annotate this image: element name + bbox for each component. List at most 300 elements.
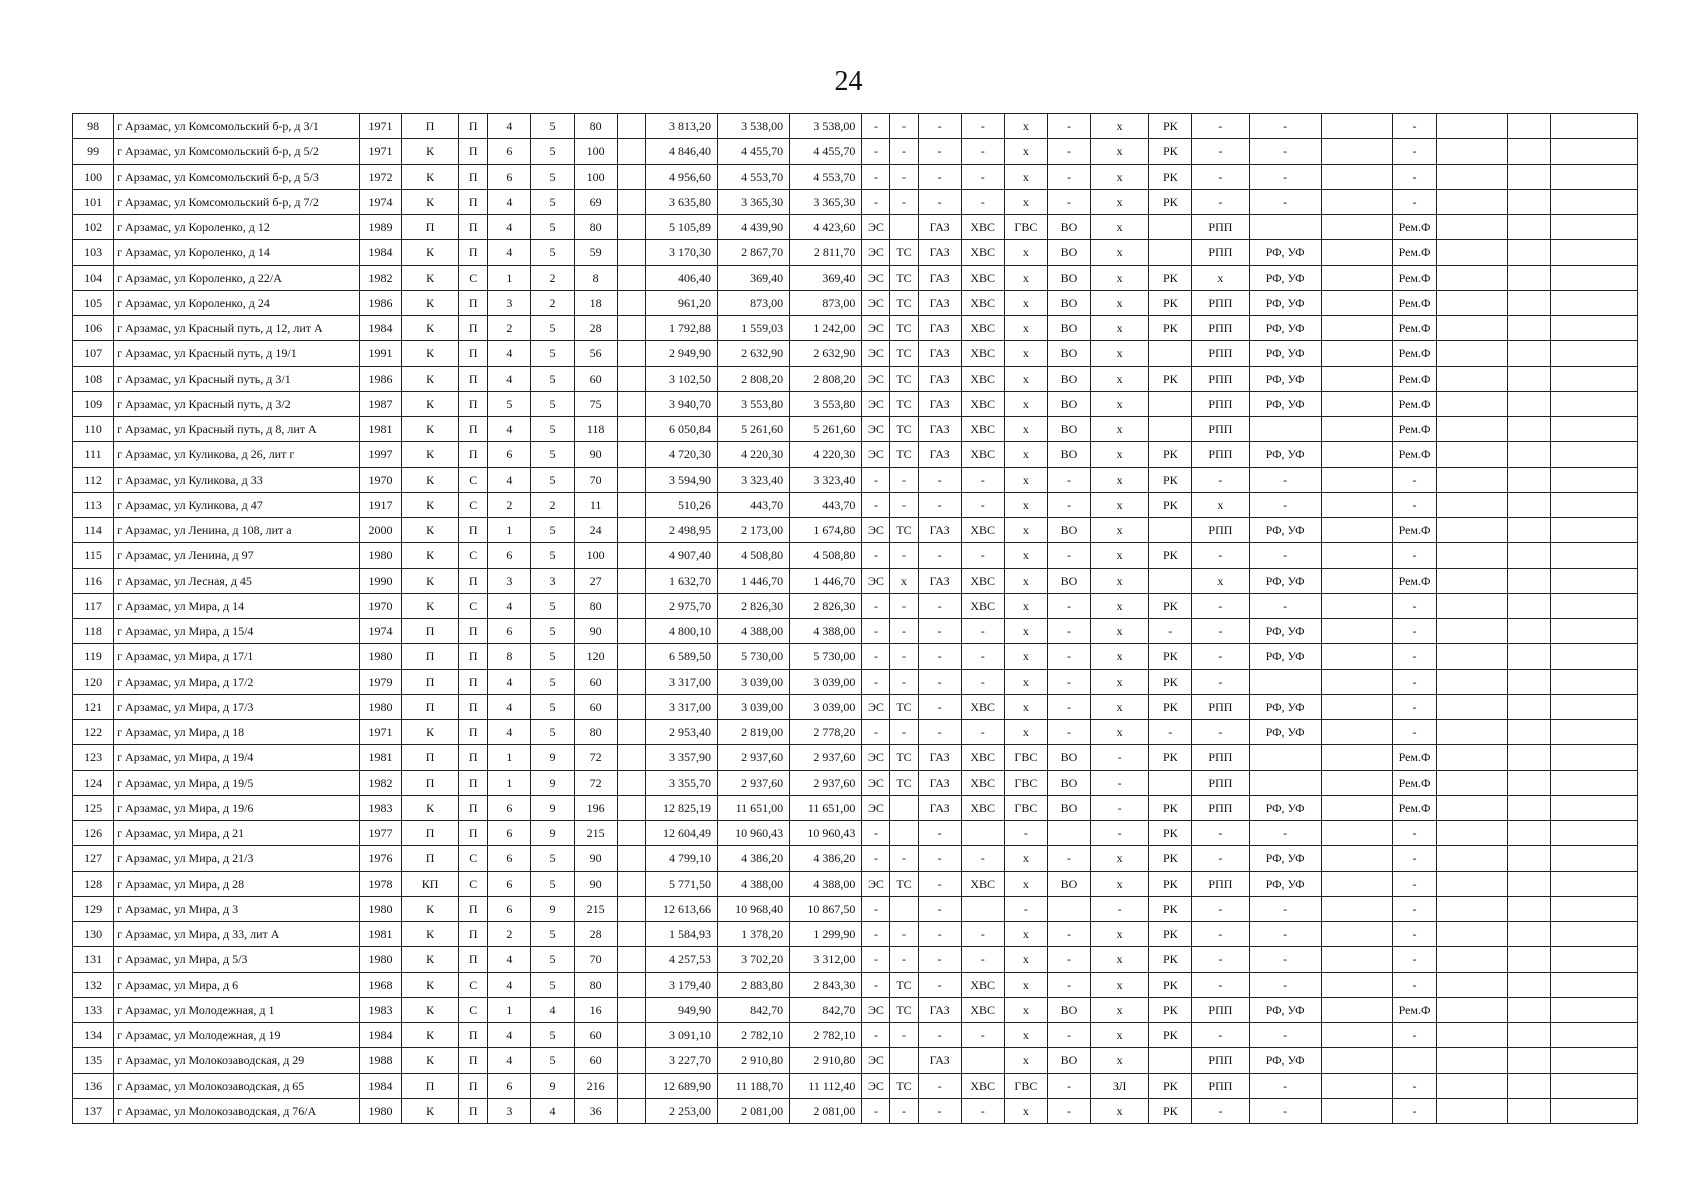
table-cell: 117	[73, 593, 114, 618]
table-cell: -	[1249, 1098, 1321, 1123]
table-cell: x	[1192, 265, 1249, 290]
table-row	[73, 265, 1638, 290]
table-cell: x	[1004, 1023, 1047, 1048]
table-cell: РК	[1149, 543, 1192, 568]
table-cell: -	[1249, 896, 1321, 921]
table-cell: К	[402, 341, 459, 366]
table-cell: 135	[73, 1048, 114, 1073]
table-cell	[617, 922, 645, 947]
table-cell: ГАЗ	[918, 240, 961, 265]
table-cell: 105	[73, 290, 114, 315]
table-cell	[1551, 366, 1638, 391]
table-cell	[1321, 619, 1392, 644]
table-cell: 1974	[359, 189, 401, 214]
table-cell	[1551, 139, 1638, 164]
table-row	[73, 997, 1638, 1022]
table-cell: -	[890, 669, 918, 694]
table-cell: -	[918, 1073, 961, 1098]
table-cell: ТС	[890, 316, 918, 341]
table-cell: x	[1004, 442, 1047, 467]
table-cell: 1 674,80	[790, 518, 862, 543]
table-cell: x	[1004, 114, 1047, 139]
table-cell: -	[918, 896, 961, 921]
table-cell: 4 846,40	[645, 139, 717, 164]
table-cell	[617, 694, 645, 719]
table-cell: П	[402, 745, 459, 770]
table-cell: ТС	[890, 1073, 918, 1098]
table-cell: 103	[73, 240, 114, 265]
table-cell	[1437, 846, 1508, 871]
table-cell: РПП	[1192, 694, 1249, 719]
table-cell: -	[1149, 720, 1192, 745]
table-cell: РФ, УФ	[1249, 1048, 1321, 1073]
table-cell	[1551, 619, 1638, 644]
table-cell: -	[1249, 189, 1321, 214]
table-cell: 1	[488, 997, 531, 1022]
table-cell: 2	[531, 290, 574, 315]
table-row	[73, 391, 1638, 416]
table-cell: 4 423,60	[790, 215, 862, 240]
table-row	[73, 846, 1638, 871]
table-cell	[1437, 1023, 1508, 1048]
table-cell	[1437, 1098, 1508, 1123]
table-cell: г Арзамас, ул Мира, д 18	[114, 720, 360, 745]
table-cell	[1437, 543, 1508, 568]
table-cell: П	[402, 821, 459, 846]
table-cell	[1508, 568, 1551, 593]
table-cell: РФ, УФ	[1249, 871, 1321, 896]
table-cell: П	[459, 947, 488, 972]
table-cell: -	[862, 922, 890, 947]
table-cell: Рем.Ф	[1392, 745, 1436, 770]
table-cell: 107	[73, 341, 114, 366]
table-cell: -	[1249, 593, 1321, 618]
table-cell: ЭС	[862, 290, 890, 315]
table-cell: ГАЗ	[918, 265, 961, 290]
table-cell	[617, 341, 645, 366]
table-cell: 5	[531, 922, 574, 947]
table-cell: г Арзамас, ул Короленко, д 12	[114, 215, 360, 240]
table-cell	[1508, 391, 1551, 416]
table-cell: ВО	[1047, 770, 1090, 795]
table-cell: ТС	[890, 972, 918, 997]
table-cell: -	[890, 543, 918, 568]
table-cell: 1984	[359, 1023, 401, 1048]
table-cell: -	[1392, 669, 1436, 694]
table-cell	[1437, 619, 1508, 644]
table-cell: 134	[73, 1023, 114, 1048]
table-cell	[1551, 240, 1638, 265]
table-cell: 4 455,70	[717, 139, 789, 164]
table-cell: ЗЛ	[1091, 1073, 1149, 1098]
table-cell: 842,70	[717, 997, 789, 1022]
table-cell: 5 105,89	[645, 215, 717, 240]
table-cell: ГВС	[1004, 745, 1047, 770]
table-cell: x	[1004, 947, 1047, 972]
table-cell	[1149, 770, 1192, 795]
table-cell	[1149, 568, 1192, 593]
table-cell: -	[1249, 139, 1321, 164]
table-cell: 5	[531, 871, 574, 896]
table-cell	[1508, 366, 1551, 391]
table-cell: 1977	[359, 821, 401, 846]
table-cell: 114	[73, 518, 114, 543]
table-cell	[1321, 745, 1392, 770]
table-cell: 6	[488, 164, 531, 189]
table-cell: -	[1047, 1073, 1090, 1098]
table-cell	[1149, 518, 1192, 543]
table-cell	[1321, 492, 1392, 517]
table-cell: П	[459, 1098, 488, 1123]
table-cell: П	[459, 290, 488, 315]
table-cell: x	[1004, 619, 1047, 644]
table-cell	[617, 240, 645, 265]
table-cell	[1321, 139, 1392, 164]
table-row	[73, 669, 1638, 694]
table-row	[73, 518, 1638, 543]
table-cell: РК	[1149, 189, 1192, 214]
table-cell: -	[961, 720, 1004, 745]
table-cell: г Арзамас, ул Мира, д 17/3	[114, 694, 360, 719]
table-cell: 1 632,70	[645, 568, 717, 593]
table-cell	[1551, 391, 1638, 416]
table-cell: Рем.Ф	[1392, 391, 1436, 416]
table-cell	[1508, 896, 1551, 921]
table-cell: ВО	[1047, 417, 1090, 442]
table-cell: П	[459, 1023, 488, 1048]
table-cell: РК	[1149, 593, 1192, 618]
table-cell: ЭС	[862, 770, 890, 795]
table-cell	[1249, 215, 1321, 240]
table-cell: -	[1047, 922, 1090, 947]
table-cell	[1047, 896, 1090, 921]
table-cell: К	[402, 1098, 459, 1123]
table-cell	[1321, 391, 1392, 416]
table-cell: ХВС	[961, 290, 1004, 315]
table-cell: 122	[73, 720, 114, 745]
table-cell: РК	[1149, 669, 1192, 694]
table-cell: 949,90	[645, 997, 717, 1022]
table-cell: К	[402, 543, 459, 568]
table-cell: г Арзамас, ул Красный путь, д 8, лит А	[114, 417, 360, 442]
table-cell	[1321, 442, 1392, 467]
table-cell	[1508, 543, 1551, 568]
table-cell: 24	[574, 518, 617, 543]
table-cell: К	[402, 467, 459, 492]
table-row	[73, 290, 1638, 315]
table-cell: 5	[531, 1023, 574, 1048]
table-cell	[1321, 341, 1392, 366]
table-cell: 3 594,90	[645, 467, 717, 492]
table-cell: 4	[488, 1048, 531, 1073]
table-cell: -	[1192, 972, 1249, 997]
table-cell: 1980	[359, 1098, 401, 1123]
table-row	[73, 593, 1638, 618]
table-cell: x	[1192, 568, 1249, 593]
table-cell	[1321, 896, 1392, 921]
table-cell: 1972	[359, 164, 401, 189]
table-cell: 1970	[359, 467, 401, 492]
table-cell: 2 808,20	[717, 366, 789, 391]
table-cell	[1149, 240, 1192, 265]
table-row	[73, 947, 1638, 972]
table-cell: П	[459, 215, 488, 240]
table-cell: РК	[1149, 290, 1192, 315]
table-cell: 6	[488, 846, 531, 871]
table-cell	[617, 164, 645, 189]
table-cell	[1551, 518, 1638, 543]
table-cell: 5	[531, 240, 574, 265]
table-cell: РПП	[1192, 871, 1249, 896]
table-cell: 2 778,20	[790, 720, 862, 745]
table-cell: г Арзамас, ул Комсомольский б-р, д 7/2	[114, 189, 360, 214]
table-cell	[1321, 644, 1392, 669]
table-cell	[617, 442, 645, 467]
table-cell: -	[1047, 139, 1090, 164]
table-cell: 4	[488, 593, 531, 618]
table-cell: РПП	[1192, 442, 1249, 467]
table-cell: г Арзамас, ул Короленко, д 24	[114, 290, 360, 315]
table-cell: ЭС	[862, 442, 890, 467]
table-cell: -	[862, 846, 890, 871]
table-cell	[1149, 417, 1192, 442]
table-cell: 5	[531, 442, 574, 467]
table-cell: -	[890, 114, 918, 139]
table-cell: К	[402, 240, 459, 265]
table-cell: 1981	[359, 417, 401, 442]
table-cell	[961, 896, 1004, 921]
table-cell: -	[862, 619, 890, 644]
table-cell: ЭС	[862, 240, 890, 265]
table-cell	[1437, 821, 1508, 846]
table-cell: П	[459, 114, 488, 139]
table-cell: РПП	[1192, 1048, 1249, 1073]
table-cell	[1551, 795, 1638, 820]
table-cell: 106	[73, 316, 114, 341]
table-cell: -	[1047, 1098, 1090, 1123]
table-cell: -	[1392, 164, 1436, 189]
table-cell: x	[1091, 720, 1149, 745]
table-cell: РПП	[1192, 290, 1249, 315]
table-cell: x	[1004, 265, 1047, 290]
table-cell: 3 813,20	[645, 114, 717, 139]
table-cell	[1508, 114, 1551, 139]
table-cell: -	[1192, 593, 1249, 618]
table-cell: 9	[531, 770, 574, 795]
table-row	[73, 871, 1638, 896]
table-cell	[1321, 871, 1392, 896]
table-cell: x	[1004, 492, 1047, 517]
table-cell: 5	[531, 164, 574, 189]
table-cell: ВО	[1047, 391, 1090, 416]
table-cell	[1551, 846, 1638, 871]
table-cell	[617, 391, 645, 416]
table-cell: 2 937,60	[717, 770, 789, 795]
table-cell: г Арзамас, ул Мира, д 5/3	[114, 947, 360, 972]
table-cell	[1551, 265, 1638, 290]
table-cell: г Арзамас, ул Мира, д 28	[114, 871, 360, 896]
table-cell: 4 388,00	[717, 619, 789, 644]
table-cell: ГАЗ	[918, 341, 961, 366]
table-cell: К	[402, 366, 459, 391]
table-cell: -	[1047, 972, 1090, 997]
table-cell: -	[1091, 821, 1149, 846]
table-cell: 2 937,60	[790, 745, 862, 770]
table-cell	[1551, 593, 1638, 618]
table-cell	[1551, 997, 1638, 1022]
table-cell: 27	[574, 568, 617, 593]
table-cell: 12 613,66	[645, 896, 717, 921]
table-cell: ХВС	[961, 745, 1004, 770]
table-cell	[1321, 189, 1392, 214]
table-cell: К	[402, 1023, 459, 1048]
table-cell: ГАЗ	[918, 770, 961, 795]
table-cell: -	[862, 972, 890, 997]
table-cell: 100	[574, 139, 617, 164]
table-cell	[1321, 518, 1392, 543]
table-cell: -	[890, 947, 918, 972]
table-cell: К	[402, 568, 459, 593]
table-cell	[1321, 215, 1392, 240]
table-cell: -	[1392, 1073, 1436, 1098]
table-cell: ХВС	[961, 417, 1004, 442]
table-cell: П	[459, 644, 488, 669]
table-cell: 4 956,60	[645, 164, 717, 189]
table-cell: 100	[574, 164, 617, 189]
table-cell	[1508, 1073, 1551, 1098]
table-cell: Рем.Ф	[1392, 316, 1436, 341]
table-cell: 5	[531, 669, 574, 694]
table-cell: -	[1249, 467, 1321, 492]
table-cell: -	[1392, 543, 1436, 568]
table-cell: РФ, УФ	[1249, 240, 1321, 265]
table-cell: 5	[531, 846, 574, 871]
table-cell: 118	[73, 619, 114, 644]
table-cell: РК	[1149, 972, 1192, 997]
table-cell: x	[1004, 644, 1047, 669]
table-cell	[1551, 543, 1638, 568]
table-cell: 9	[531, 745, 574, 770]
table-cell: -	[961, 467, 1004, 492]
table-cell: ХВС	[961, 265, 1004, 290]
table-cell	[1551, 215, 1638, 240]
table-cell: ВО	[1047, 240, 1090, 265]
table-cell: ТС	[890, 997, 918, 1022]
table-cell: Рем.Ф	[1392, 795, 1436, 820]
table-cell	[1551, 669, 1638, 694]
table-cell: ВО	[1047, 518, 1090, 543]
table-row	[73, 215, 1638, 240]
table-cell: 1	[488, 745, 531, 770]
table-cell: г Арзамас, ул Ленина, д 97	[114, 543, 360, 568]
table-cell: 4	[488, 215, 531, 240]
table-cell: РК	[1149, 316, 1192, 341]
table-row	[73, 745, 1638, 770]
table-cell: -	[1392, 189, 1436, 214]
table-cell: 1968	[359, 972, 401, 997]
table-cell: -	[862, 1023, 890, 1048]
table-cell: 4 388,00	[790, 619, 862, 644]
table-cell: г Арзамас, ул Мира, д 14	[114, 593, 360, 618]
table-cell	[1437, 997, 1508, 1022]
table-cell: 1976	[359, 846, 401, 871]
table-cell	[1321, 821, 1392, 846]
table-cell: Рем.Ф	[1392, 290, 1436, 315]
table-cell: 10 867,50	[790, 896, 862, 921]
table-cell: РФ, УФ	[1249, 316, 1321, 341]
table-cell: 216	[574, 1073, 617, 1098]
table-cell: 101	[73, 189, 114, 214]
table-cell: x	[1004, 922, 1047, 947]
table-row	[73, 341, 1638, 366]
table-cell: 1984	[359, 316, 401, 341]
table-cell: -	[1192, 821, 1249, 846]
table-cell	[1508, 997, 1551, 1022]
table-cell: ТС	[890, 871, 918, 896]
table-cell: 6	[488, 795, 531, 820]
table-cell: 5	[531, 215, 574, 240]
table-cell: -	[1192, 896, 1249, 921]
table-cell: П	[459, 316, 488, 341]
table-cell: -	[1047, 1023, 1090, 1048]
table-cell: -	[890, 164, 918, 189]
table-cell: -	[1192, 164, 1249, 189]
table-cell: П	[459, 1073, 488, 1098]
table-cell: Рем.Ф	[1392, 997, 1436, 1022]
table-cell: 116	[73, 568, 114, 593]
table-cell: ХВС	[961, 795, 1004, 820]
table-cell: г Арзамас, ул Мира, д 6	[114, 972, 360, 997]
table-cell: г Арзамас, ул Молокозаводская, д 29	[114, 1048, 360, 1073]
table-cell: 4	[488, 240, 531, 265]
table-cell: -	[961, 669, 1004, 694]
table-cell: 5	[531, 1048, 574, 1073]
table-cell: -	[918, 871, 961, 896]
table-cell: 4	[488, 1023, 531, 1048]
table-cell: г Арзамас, ул Мира, д 17/2	[114, 669, 360, 694]
table-cell: 12 689,90	[645, 1073, 717, 1098]
table-cell: x	[1004, 871, 1047, 896]
table-cell: ЭС	[862, 694, 890, 719]
table-cell: РПП	[1192, 518, 1249, 543]
table-row	[73, 1023, 1638, 1048]
table-cell: 1989	[359, 215, 401, 240]
table-cell: 4	[488, 341, 531, 366]
table-cell	[1321, 997, 1392, 1022]
table-cell: x	[1091, 947, 1149, 972]
table-cell	[1551, 720, 1638, 745]
table-cell: РФ, УФ	[1249, 290, 1321, 315]
table-cell: 3	[488, 568, 531, 593]
table-cell: 2 808,20	[790, 366, 862, 391]
table-cell	[1437, 896, 1508, 921]
table-cell: 131	[73, 947, 114, 972]
table-cell: 4 386,20	[717, 846, 789, 871]
table-cell: -	[918, 821, 961, 846]
table-cell	[1551, 972, 1638, 997]
table-cell: 4 439,90	[717, 215, 789, 240]
table-cell: 119	[73, 644, 114, 669]
table-cell	[1149, 391, 1192, 416]
table-cell: РПП	[1192, 745, 1249, 770]
table-cell	[1508, 846, 1551, 871]
table-cell: 4	[531, 997, 574, 1022]
table-cell: x	[1004, 694, 1047, 719]
table-cell	[1437, 215, 1508, 240]
table-cell: РК	[1149, 467, 1192, 492]
table-cell: РПП	[1192, 795, 1249, 820]
table-cell	[1551, 568, 1638, 593]
